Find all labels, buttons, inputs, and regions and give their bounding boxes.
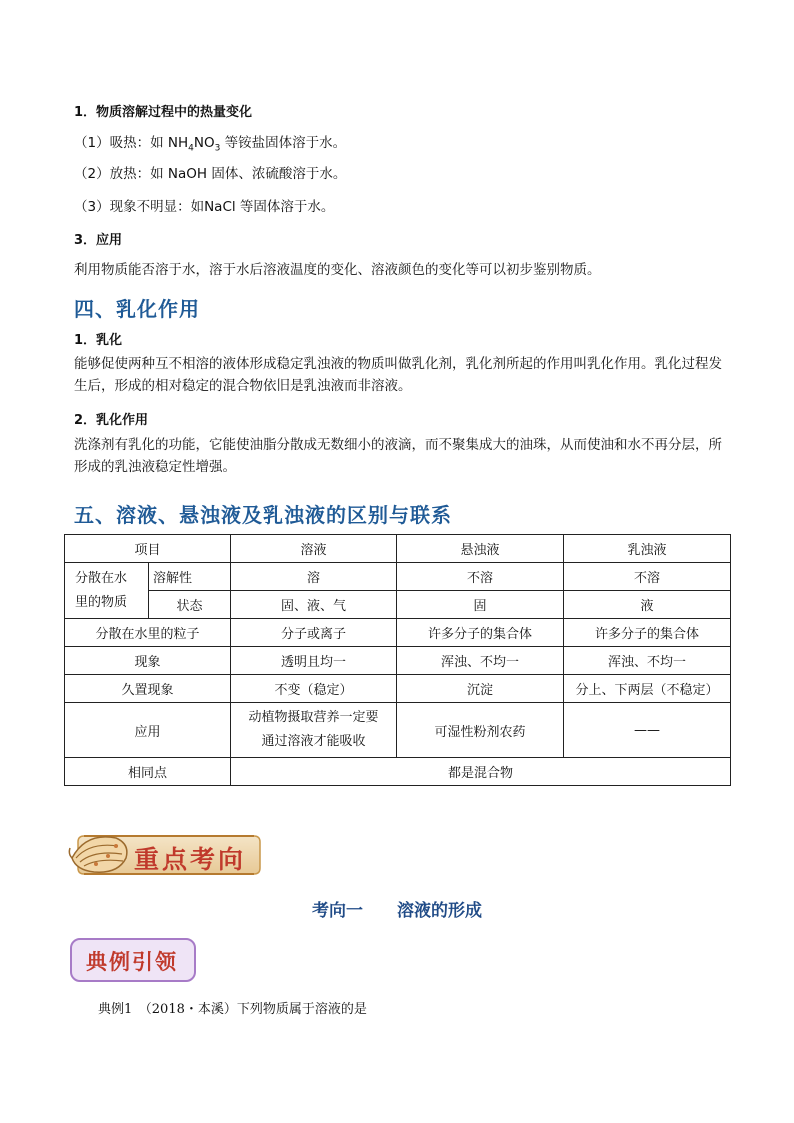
- table-header-cell: 项目: [65, 535, 231, 563]
- table-cell: 分散在水里的粒子: [65, 619, 231, 647]
- table-cell: 浑浊、不均一: [397, 647, 564, 675]
- table-cell: 久置现象: [65, 675, 231, 703]
- table-cell: 相同点: [65, 758, 231, 786]
- emulsify-effect-heading: 2．乳化作用: [74, 413, 149, 428]
- table-cell: 液: [564, 591, 731, 619]
- example-question: 典例1 （2018・本溪）下列物质属于溶液的是: [98, 1002, 367, 1017]
- table-cell: 溶: [231, 563, 397, 591]
- comparison-table: [64, 534, 731, 786]
- table-cell: 溶解性: [149, 563, 231, 591]
- table-header-cell: 悬浊液: [397, 535, 564, 563]
- heat-item-1-sub3: 3: [214, 143, 221, 154]
- table-cell: 沉淀: [397, 675, 564, 703]
- table-header-cell: 乳浊液: [564, 535, 731, 563]
- topic-title: 考向一 溶液的形成: [312, 901, 482, 921]
- table-cell: 固: [397, 591, 564, 619]
- heat-item-1-pre: （1）吸热：如 NH: [74, 135, 189, 151]
- table-row: [65, 703, 731, 758]
- application-text: 利用物质能否溶于水，溶于水后溶液温度的变化、溶液颜色的变化等可以初步鉴别物质。: [74, 262, 601, 278]
- table-cell: 分上、下两层（不稳定）: [564, 675, 731, 703]
- table-row: [65, 535, 731, 563]
- section5-title: 五、溶液、悬浊液及乳浊液的区别与联系: [74, 503, 452, 527]
- key-topics-title: 重点考向: [134, 845, 247, 874]
- table-cell: 不溶: [397, 563, 564, 591]
- table-cell: 固、液、气: [231, 591, 397, 619]
- heat-heading: 1．物质溶解过程中的热量变化: [74, 105, 253, 120]
- seashell-icon: [68, 828, 132, 880]
- heat-item-3: （3）现象不明显：如NaCl 等固体溶于水。: [74, 199, 335, 215]
- heat-item-2: （2）放热：如 NaOH 固体、浓硫酸溶于水。: [74, 166, 347, 182]
- emulsify-effect-paragraph: 洗涤剂有乳化的功能，它能使油脂分散成无数细小的液滴，而不聚集成大的油珠，从而使油和水不再分层，所形成的乳浊液稳定性增强。: [74, 437, 722, 475]
- table-cell: 透明且均一: [231, 647, 397, 675]
- table-cell: 现象: [65, 647, 231, 675]
- table-cell: ——: [564, 703, 731, 758]
- table-header-cell: 溶液: [231, 535, 397, 563]
- section4-title: 四、乳化作用: [74, 297, 200, 321]
- table-row: [65, 619, 731, 647]
- table-cell: 不变（稳定）: [231, 675, 397, 703]
- emulsify-paragraph: 能够促使两种互不相溶的液体形成稳定乳浊液的物质叫做乳化剂，乳化剂所起的作用叫乳化作用。乳化过程发生后，形成的相对稳定的混合物依旧是乳浊液而非溶液。: [74, 356, 722, 394]
- table-cell: 动植物摄取营养一定要通过溶液才能吸收: [231, 703, 397, 758]
- table-cell: 不溶: [564, 563, 731, 591]
- table-cell: 应用: [65, 703, 231, 758]
- table-cell: 许多分子的集合体: [564, 619, 731, 647]
- table-row: [65, 591, 731, 619]
- table-cell: 分散在水里的物质: [65, 563, 149, 619]
- heat-item-1-mid: NO: [193, 135, 215, 151]
- table-row: [65, 647, 731, 675]
- example-tag-title: 典例引领: [86, 949, 178, 974]
- table-cell: 可湿性粉剂农药: [397, 703, 564, 758]
- table-cell: 状态: [149, 591, 231, 619]
- table-cell: 分子或离子: [231, 619, 397, 647]
- emulsify-heading: 1．乳化: [74, 333, 123, 348]
- table-cell: 浑浊、不均一: [564, 647, 731, 675]
- heat-item-1-sub4: 4: [188, 143, 194, 154]
- table-row: [65, 758, 731, 786]
- application-heading: 3．应用: [74, 233, 123, 248]
- heat-item-1-post: 等铵盐固体溶于水。: [220, 135, 347, 151]
- table-cell: 都是混合物: [231, 758, 731, 786]
- heat-item-1: [74, 133, 346, 159]
- table-row: [65, 675, 731, 703]
- table-cell: 许多分子的集合体: [397, 619, 564, 647]
- table-row: [65, 563, 731, 591]
